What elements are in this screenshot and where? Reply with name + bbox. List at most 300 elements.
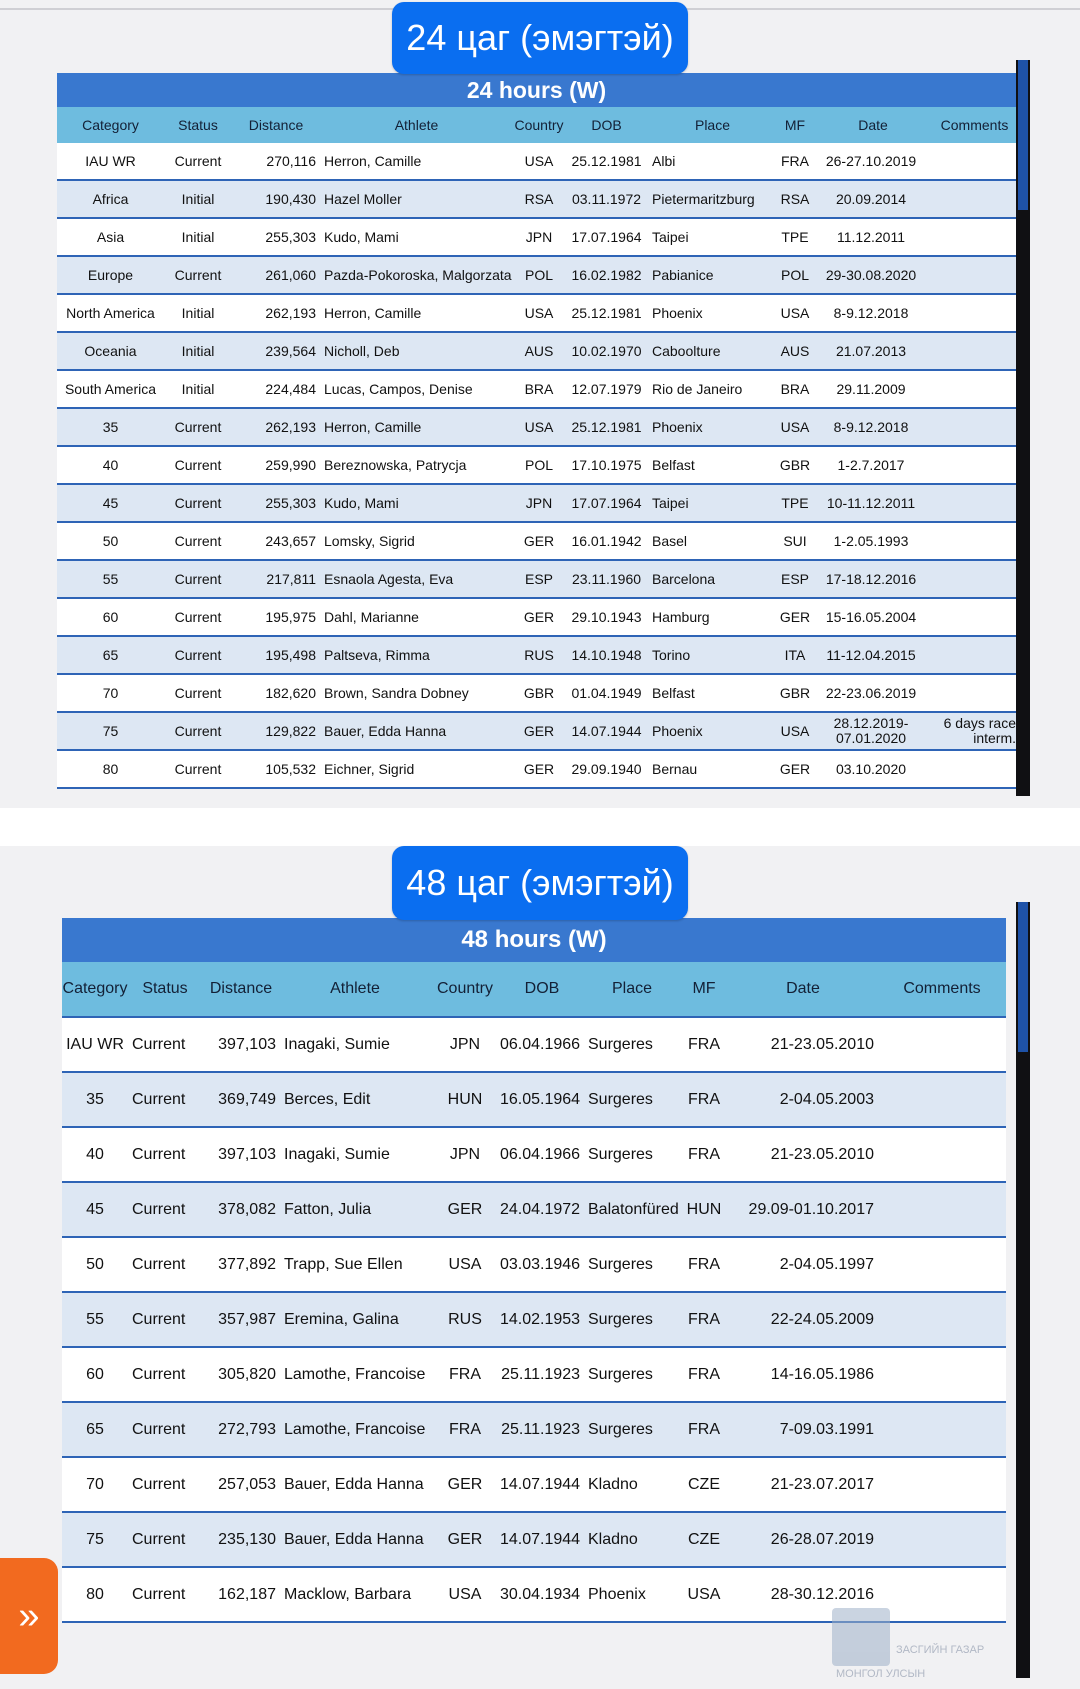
cell-dob: 25.11.1923	[500, 1402, 584, 1457]
cell-distance: 259,990	[232, 446, 320, 484]
cell-distance: 195,975	[232, 598, 320, 636]
cell-date: 2-04.05.2003	[728, 1072, 878, 1127]
cell-comments	[933, 750, 1016, 788]
cell-category: 70	[57, 674, 164, 712]
cell-place: Caboolture	[648, 332, 777, 370]
table-row	[57, 218, 1016, 256]
cell-mf: GER	[777, 598, 813, 636]
cell-comments	[878, 1237, 1006, 1292]
cell-dob: 01.04.1949	[565, 674, 648, 712]
column-header-status: Status	[164, 107, 232, 143]
watermark-line2: ЗАСГИЙН ГАЗАР	[896, 1644, 985, 1656]
cell-athlete: Inagaki, Sumie	[280, 1127, 430, 1182]
cell-mf: GBR	[777, 674, 813, 712]
column-header-country: Country	[430, 962, 500, 1017]
cell-mf: POL	[777, 256, 813, 294]
cell-country: BRA	[513, 370, 565, 408]
cell-country: FRA	[430, 1402, 500, 1457]
cell-mf: HUN	[680, 1182, 728, 1237]
table-row	[57, 180, 1016, 218]
cell-status: Current	[128, 1127, 202, 1182]
cell-distance: 105,532	[232, 750, 320, 788]
cell-dob: 14.10.1948	[565, 636, 648, 674]
column-header-status: Status	[128, 962, 202, 1017]
cell-place: Taipei	[648, 484, 777, 522]
cell-category: 50	[62, 1237, 128, 1292]
cell-date: 21-23.05.2010	[728, 1127, 878, 1182]
cell-distance: 190,430	[232, 180, 320, 218]
cell-category: 80	[62, 1567, 128, 1622]
cell-category: Europe	[57, 256, 164, 294]
cell-distance: 270,116	[232, 143, 320, 180]
cell-distance: 261,060	[232, 256, 320, 294]
double-chevron-right-icon: »	[18, 1595, 40, 1637]
cell-status: Initial	[164, 180, 232, 218]
cell-mf: USA	[777, 294, 813, 332]
cell-dob: 25.12.1981	[565, 294, 648, 332]
cell-status: Current	[164, 484, 232, 522]
cell-date: 10-11.12.2011	[813, 484, 933, 522]
table-row	[57, 598, 1016, 636]
cell-athlete: Lomsky, Sigrid	[320, 522, 513, 560]
cell-mf: FRA	[680, 1347, 728, 1402]
cell-date: 21-23.07.2017	[728, 1457, 878, 1512]
cell-athlete: Esnaola Agesta, Eva	[320, 560, 513, 598]
cell-comments	[933, 256, 1016, 294]
table-row	[62, 1402, 1006, 1457]
cell-comments	[878, 1072, 1006, 1127]
cell-mf: ITA	[777, 636, 813, 674]
table-row	[57, 750, 1016, 788]
cell-category: 40	[57, 446, 164, 484]
cell-mf: ESP	[777, 560, 813, 598]
cell-status: Current	[128, 1567, 202, 1622]
column-header-comments: Comments	[878, 962, 1006, 1017]
cell-comments	[933, 522, 1016, 560]
cell-dob: 29.09.1940	[565, 750, 648, 788]
cell-mf: FRA	[777, 143, 813, 180]
cell-mf: FRA	[680, 1292, 728, 1347]
table-48h	[62, 918, 1006, 1623]
cell-dob: 29.10.1943	[565, 598, 648, 636]
cell-place: Surgeres	[584, 1292, 680, 1347]
cell-athlete: Macklow, Barbara	[280, 1567, 430, 1622]
cell-athlete: Eichner, Sigrid	[320, 750, 513, 788]
table-row	[62, 1182, 1006, 1237]
table-row	[57, 446, 1016, 484]
table-row	[57, 636, 1016, 674]
cell-comments	[878, 1017, 1006, 1072]
cell-distance: 262,193	[232, 408, 320, 446]
cell-mf: RSA	[777, 180, 813, 218]
cell-dob: 16.01.1942	[565, 522, 648, 560]
cell-distance: 243,657	[232, 522, 320, 560]
cell-country: AUS	[513, 332, 565, 370]
cell-comments	[933, 408, 1016, 446]
cell-country: GER	[513, 712, 565, 750]
cell-dob: 17.10.1975	[565, 446, 648, 484]
cell-place: Phoenix	[648, 712, 777, 750]
cell-place: Phoenix	[584, 1567, 680, 1622]
cell-mf: BRA	[777, 370, 813, 408]
cell-date: 8-9.12.2018	[813, 408, 933, 446]
cell-place: Barcelona	[648, 560, 777, 598]
cell-status: Current	[128, 1237, 202, 1292]
cell-comments	[933, 332, 1016, 370]
cell-place: Taipei	[648, 218, 777, 256]
cell-category: Asia	[57, 218, 164, 256]
cell-date: 20.09.2014	[813, 180, 933, 218]
table-caption-48h: 48 hours (W)	[62, 918, 1006, 962]
cell-country: HUN	[430, 1072, 500, 1127]
cell-date: 29.09-01.10.2017	[728, 1182, 878, 1237]
cell-country: GBR	[513, 674, 565, 712]
cell-category: 65	[62, 1402, 128, 1457]
next-slide-button[interactable]	[0, 1558, 58, 1674]
cell-status: Current	[128, 1402, 202, 1457]
cell-athlete: Hazel Moller	[320, 180, 513, 218]
cell-dob: 10.02.1970	[565, 332, 648, 370]
cell-place: Surgeres	[584, 1402, 680, 1457]
column-header-category: Category	[62, 962, 128, 1017]
cell-distance: 357,987	[202, 1292, 280, 1347]
cell-athlete: Brown, Sandra Dobney	[320, 674, 513, 712]
cell-dob: 30.04.1934	[500, 1567, 584, 1622]
cell-comments	[933, 712, 1016, 750]
cell-country: GER	[513, 750, 565, 788]
cell-athlete: Kudo, Mami	[320, 218, 513, 256]
table-header-row	[57, 107, 1016, 143]
cell-place: Balatonfüred	[584, 1182, 680, 1237]
table-row	[57, 712, 1016, 750]
scroll-bar-24h[interactable]	[1016, 60, 1030, 796]
cell-athlete: Bauer, Edda Hanna	[280, 1512, 430, 1567]
cell-status: Current	[164, 750, 232, 788]
cell-athlete: Dahl, Marianne	[320, 598, 513, 636]
cell-athlete: Herron, Camille	[320, 294, 513, 332]
cell-date: 28-30.12.2016	[728, 1567, 878, 1622]
column-header-distance: Distance	[202, 962, 280, 1017]
cell-distance: 235,130	[202, 1512, 280, 1567]
cell-comments	[933, 636, 1016, 674]
cell-place: Rio de Janeiro	[648, 370, 777, 408]
cell-category: 35	[57, 408, 164, 446]
cell-distance: 162,187	[202, 1567, 280, 1622]
cell-status: Current	[164, 674, 232, 712]
cell-line: 6 days race	[943, 715, 1016, 731]
scroll-thumb-24h[interactable]	[1018, 60, 1028, 210]
cell-category: 40	[62, 1127, 128, 1182]
cell-mf: GBR	[777, 446, 813, 484]
cell-mf: USA	[777, 712, 813, 750]
cell-comments	[933, 674, 1016, 712]
cell-athlete: Herron, Camille	[320, 408, 513, 446]
cell-athlete: Pazda-Pokoroska, Malgorzata	[320, 256, 513, 294]
cell-comments	[933, 294, 1016, 332]
column-header-dob: DOB	[565, 107, 648, 143]
cell-athlete: Paltseva, Rimma	[320, 636, 513, 674]
table-row	[57, 408, 1016, 446]
column-header-mf: MF	[680, 962, 728, 1017]
cell-category: Africa	[57, 180, 164, 218]
cell-mf: TPE	[777, 484, 813, 522]
cell-dob: 12.07.1979	[565, 370, 648, 408]
scroll-bar-48h[interactable]	[1016, 902, 1030, 1678]
cell-status: Initial	[164, 370, 232, 408]
cell-country: POL	[513, 256, 565, 294]
cell-mf: FRA	[680, 1237, 728, 1292]
cell-status: Initial	[164, 218, 232, 256]
cell-country: RSA	[513, 180, 565, 218]
column-header-place: Place	[648, 107, 777, 143]
cell-dob: 17.07.1964	[565, 484, 648, 522]
cell-status: Current	[164, 256, 232, 294]
cell-date: 29.11.2009	[813, 370, 933, 408]
table-24h	[57, 73, 1016, 789]
column-header-dob: DOB	[500, 962, 584, 1017]
cell-mf: FRA	[680, 1402, 728, 1457]
cell-mf: GER	[777, 750, 813, 788]
cell-status: Current	[164, 143, 232, 180]
cell-category: 70	[62, 1457, 128, 1512]
cell-country: JPN	[430, 1127, 500, 1182]
cell-distance: 195,498	[232, 636, 320, 674]
cell-mf: FRA	[680, 1017, 728, 1072]
cell-country: RUS	[513, 636, 565, 674]
cell-status: Current	[164, 522, 232, 560]
cell-date: 26-27.10.2019	[813, 143, 933, 180]
cell-place: Albi	[648, 143, 777, 180]
cell-country: ESP	[513, 560, 565, 598]
cell-comments	[878, 1292, 1006, 1347]
cell-place: Kladno	[584, 1512, 680, 1567]
cell-date: 26-28.07.2019	[728, 1512, 878, 1567]
table-row	[57, 560, 1016, 598]
cell-country: USA	[513, 143, 565, 180]
cell-mf: FRA	[680, 1127, 728, 1182]
cell-comments	[933, 370, 1016, 408]
cell-place: Torino	[648, 636, 777, 674]
cell-status: Current	[164, 446, 232, 484]
cell-dob: 14.02.1953	[500, 1292, 584, 1347]
cell-athlete: Lamothe, Francoise	[280, 1402, 430, 1457]
cell-dob: 03.03.1946	[500, 1237, 584, 1292]
cell-athlete: Inagaki, Sumie	[280, 1017, 430, 1072]
cell-date: 15-16.05.2004	[813, 598, 933, 636]
cell-category: 55	[62, 1292, 128, 1347]
scroll-thumb-48h[interactable]	[1018, 902, 1028, 1052]
cell-status: Current	[164, 712, 232, 750]
cell-place: Basel	[648, 522, 777, 560]
column-header-mf: MF	[777, 107, 813, 143]
cell-distance: 262,193	[232, 294, 320, 332]
column-header-athlete: Athlete	[320, 107, 513, 143]
cell-place: Surgeres	[584, 1347, 680, 1402]
cell-country: GER	[430, 1182, 500, 1237]
cell-category: 65	[57, 636, 164, 674]
column-header-country: Country	[513, 107, 565, 143]
cell-dob: 14.07.1944	[565, 712, 648, 750]
cell-country: JPN	[430, 1017, 500, 1072]
cell-place: Surgeres	[584, 1072, 680, 1127]
cell-place: Pabianice	[648, 256, 777, 294]
cell-status: Current	[128, 1292, 202, 1347]
column-header-distance: Distance	[232, 107, 320, 143]
cell-date: 2-04.05.1997	[728, 1237, 878, 1292]
cell-athlete: Bauer, Edda Hanna	[320, 712, 513, 750]
cell-date: 17-18.12.2016	[813, 560, 933, 598]
cell-date: 14-16.05.1986	[728, 1347, 878, 1402]
cell-category: 75	[57, 712, 164, 750]
cell-status: Current	[128, 1512, 202, 1567]
column-header-place: Place	[584, 962, 680, 1017]
cell-comments	[933, 560, 1016, 598]
cell-category: 55	[57, 560, 164, 598]
cell-athlete: Lamothe, Francoise	[280, 1347, 430, 1402]
slide-title-24h: 24 цаг (эмэгтэй)	[392, 2, 688, 74]
cell-category: 35	[62, 1072, 128, 1127]
cell-country: GER	[513, 598, 565, 636]
cell-athlete: Bereznowska, Patrycja	[320, 446, 513, 484]
cell-place: Phoenix	[648, 408, 777, 446]
cell-date: 1-2.05.1993	[813, 522, 933, 560]
table-row	[62, 1127, 1006, 1182]
cell-country: JPN	[513, 484, 565, 522]
cell-mf: USA	[777, 408, 813, 446]
cell-distance: 257,053	[202, 1457, 280, 1512]
cell-country: GER	[430, 1512, 500, 1567]
cell-date: 22-23.06.2019	[813, 674, 933, 712]
table-row	[57, 370, 1016, 408]
cell-status: Current	[128, 1182, 202, 1237]
cell-athlete: Trapp, Sue Ellen	[280, 1237, 430, 1292]
table-row	[57, 332, 1016, 370]
cell-date: 21.07.2013	[813, 332, 933, 370]
cell-country: USA	[430, 1567, 500, 1622]
cell-date: 11.12.2011	[813, 218, 933, 256]
cell-mf: TPE	[777, 218, 813, 256]
cell-mf: CZE	[680, 1512, 728, 1567]
cell-comments	[933, 446, 1016, 484]
cell-place: Surgeres	[584, 1237, 680, 1292]
cell-distance: 397,103	[202, 1017, 280, 1072]
cell-distance: 224,484	[232, 370, 320, 408]
records-table-24h	[57, 107, 1016, 789]
column-header-comments: Comments	[933, 107, 1016, 143]
cell-category: 45	[57, 484, 164, 522]
cell-dob: 06.04.1966	[500, 1127, 584, 1182]
cell-country: FRA	[430, 1347, 500, 1402]
cell-place: Belfast	[648, 446, 777, 484]
cell-athlete: Herron, Camille	[320, 143, 513, 180]
cell-line: interm.	[973, 730, 1016, 746]
cell-dob: 17.07.1964	[565, 218, 648, 256]
cell-mf: FRA	[680, 1072, 728, 1127]
cell-mf: CZE	[680, 1457, 728, 1512]
cell-country: GER	[430, 1457, 500, 1512]
cell-category: 75	[62, 1512, 128, 1567]
cell-distance: 397,103	[202, 1127, 280, 1182]
cell-status: Current	[164, 408, 232, 446]
cell-mf: SUI	[777, 522, 813, 560]
cell-athlete: Nicholl, Deb	[320, 332, 513, 370]
table-row	[62, 1347, 1006, 1402]
cell-comments	[933, 180, 1016, 218]
table-row	[57, 484, 1016, 522]
cell-line: 28.12.2019-	[833, 715, 909, 731]
cell-country: USA	[513, 294, 565, 332]
cell-category: IAU WR	[57, 143, 164, 180]
cell-comments	[933, 598, 1016, 636]
cell-status: Current	[164, 636, 232, 674]
cell-distance: 239,564	[232, 332, 320, 370]
cell-date: 8-9.12.2018	[813, 294, 933, 332]
cell-dob: 23.11.1960	[565, 560, 648, 598]
cell-distance: 129,822	[232, 712, 320, 750]
table-row	[57, 294, 1016, 332]
cell-category: 50	[57, 522, 164, 560]
cell-date: 11-12.04.2015	[813, 636, 933, 674]
cell-status: Current	[164, 560, 232, 598]
cell-distance: 377,892	[202, 1237, 280, 1292]
records-table-48h	[62, 962, 1006, 1623]
cell-place: Belfast	[648, 674, 777, 712]
cell-country: GER	[513, 522, 565, 560]
cell-comments	[878, 1402, 1006, 1457]
table-row	[57, 674, 1016, 712]
table-row	[57, 256, 1016, 294]
cell-dob: 25.12.1981	[565, 408, 648, 446]
cell-place: Bernau	[648, 750, 777, 788]
cell-date: 1-2.7.2017	[813, 446, 933, 484]
cell-athlete: Berces, Edit	[280, 1072, 430, 1127]
slide-48h	[0, 846, 1080, 1689]
cell-date: 03.10.2020	[813, 750, 933, 788]
cell-dob: 25.11.1923	[500, 1347, 584, 1402]
cell-mf: AUS	[777, 332, 813, 370]
cell-line: 07.01.2020	[835, 730, 907, 746]
table-row	[62, 1512, 1006, 1567]
cell-status: Current	[128, 1072, 202, 1127]
cell-country: USA	[430, 1237, 500, 1292]
cell-mf: USA	[680, 1567, 728, 1622]
cell-category: North America	[57, 294, 164, 332]
emblem-icon	[832, 1608, 890, 1666]
cell-date	[813, 712, 933, 750]
cell-date: 22-24.05.2009	[728, 1292, 878, 1347]
cell-dob: 03.11.1972	[565, 180, 648, 218]
table-header-row	[62, 962, 1006, 1017]
government-watermark	[832, 1608, 1072, 1680]
table-row	[62, 1072, 1006, 1127]
cell-comments	[878, 1127, 1006, 1182]
cell-category: South America	[57, 370, 164, 408]
table-row	[62, 1457, 1006, 1512]
cell-category: Oceania	[57, 332, 164, 370]
cell-athlete: Eremina, Galina	[280, 1292, 430, 1347]
cell-athlete: Fatton, Julia	[280, 1182, 430, 1237]
cell-status: Current	[128, 1347, 202, 1402]
column-header-athlete: Athlete	[280, 962, 430, 1017]
cell-status: Current	[128, 1457, 202, 1512]
cell-comments	[933, 218, 1016, 256]
watermark-line1: МОНГОЛ УЛСЫН	[836, 1668, 926, 1680]
cell-place: Pietermaritzburg	[648, 180, 777, 218]
cell-dob: 25.12.1981	[565, 143, 648, 180]
cell-distance: 255,303	[232, 218, 320, 256]
cell-category: 60	[62, 1347, 128, 1402]
cell-country: JPN	[513, 218, 565, 256]
